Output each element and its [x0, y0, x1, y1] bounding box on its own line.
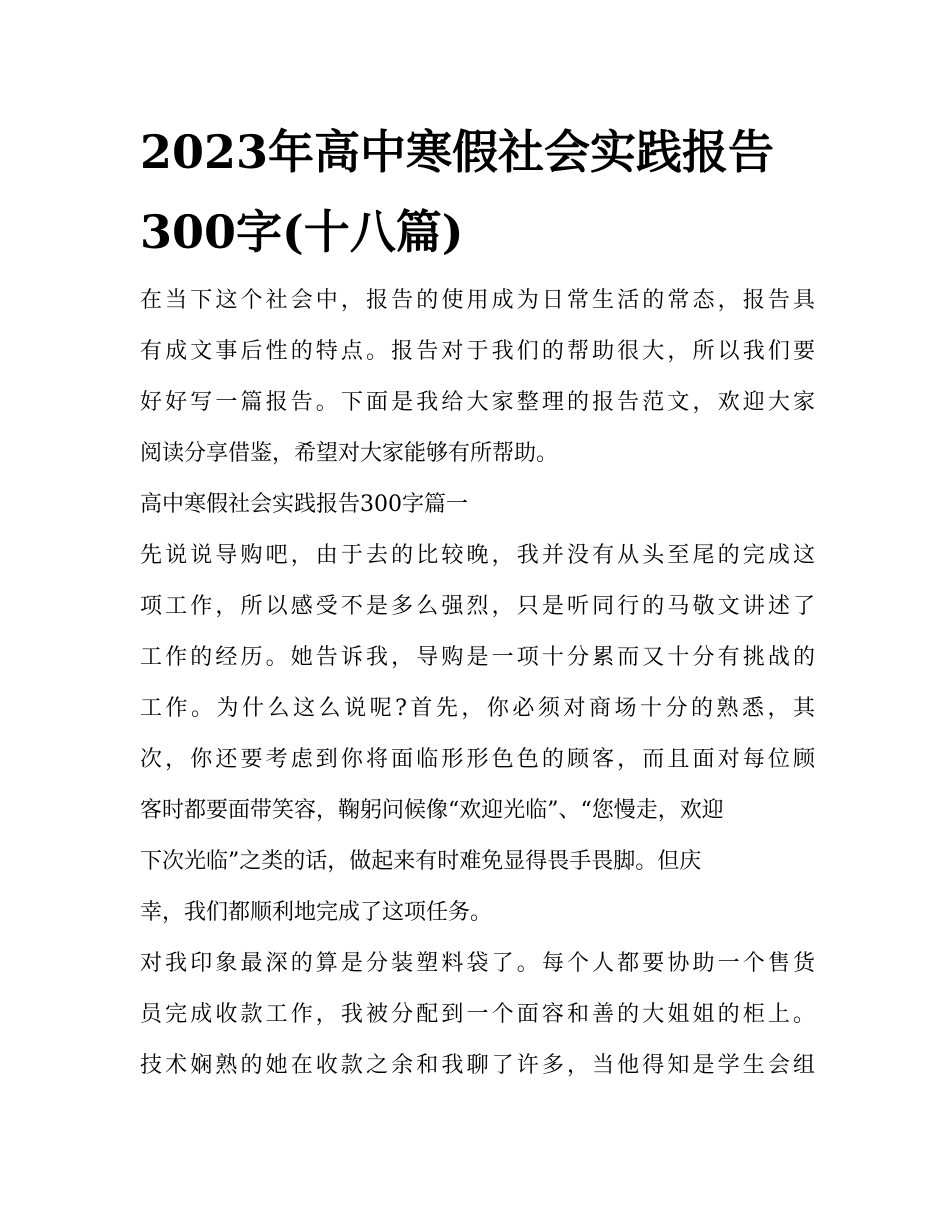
text-line: 有成文事后性的特点。报告对于我们的帮助很大，所以我们要 — [140, 339, 815, 364]
paragraph-2 — [140, 938, 815, 1091]
text-line: 先说说导购吧，由于去的比较晚，我并没有从头至尾的完成这 — [140, 543, 815, 568]
intro-paragraph — [140, 275, 815, 479]
text-line: 幸，我们都顺利地完成了这项任务。 — [140, 900, 493, 925]
text-line: 员完成收款工作，我被分配到一个面容和善的大姐姐的柜上。 — [140, 1002, 815, 1027]
section-heading-text: 高中寒假社会实践报告300字篇一 — [140, 492, 468, 517]
text-line: 在当下这个社会中，报告的使用成为日常生活的常态，报告具 — [140, 288, 815, 313]
text-line: 客时都要面带笑容，鞠躬问候像“欢迎光临”、“您慢走，欢迎 — [140, 798, 724, 823]
paragraph-1 — [140, 530, 815, 938]
text-line: 下次光临”之类的话，做起来有时难免显得畏手畏脚。但庆 — [140, 849, 702, 874]
section-heading — [140, 479, 815, 530]
text-line: 工作。为什么这么说呢?首先，你必须对商场十分的熟悉，其 — [140, 696, 815, 721]
text-line: 对我印象最深的算是分装塑料袋了。每个人都要协助一个售货 — [140, 951, 815, 976]
text-line: 工作的经历。她告诉我，导购是一项十分累而又十分有挑战的 — [140, 645, 815, 670]
text-line: 次，你还要考虑到你将面临形形色色的顾客，而且面对每位顾 — [140, 747, 815, 772]
text-line: 技术娴熟的她在收款之余和我聊了许多，当他得知是学生会组 — [140, 1053, 815, 1078]
text-line: 项工作，所以感受不是多么强烈，只是听同行的马敬文讲述了 — [140, 594, 815, 619]
text-line: 阅读分享借鉴，希望对大家能够有所帮助。 — [140, 441, 559, 466]
title-line: 300字(十八篇) — [140, 205, 464, 259]
text-line: 好好写一篇报告。下面是我给大家整理的报告范文，欢迎大家 — [140, 390, 815, 415]
document-title — [140, 112, 820, 272]
document-body — [140, 275, 815, 1091]
title-line: 2023年高中寒假社会实践报告 — [140, 125, 775, 179]
